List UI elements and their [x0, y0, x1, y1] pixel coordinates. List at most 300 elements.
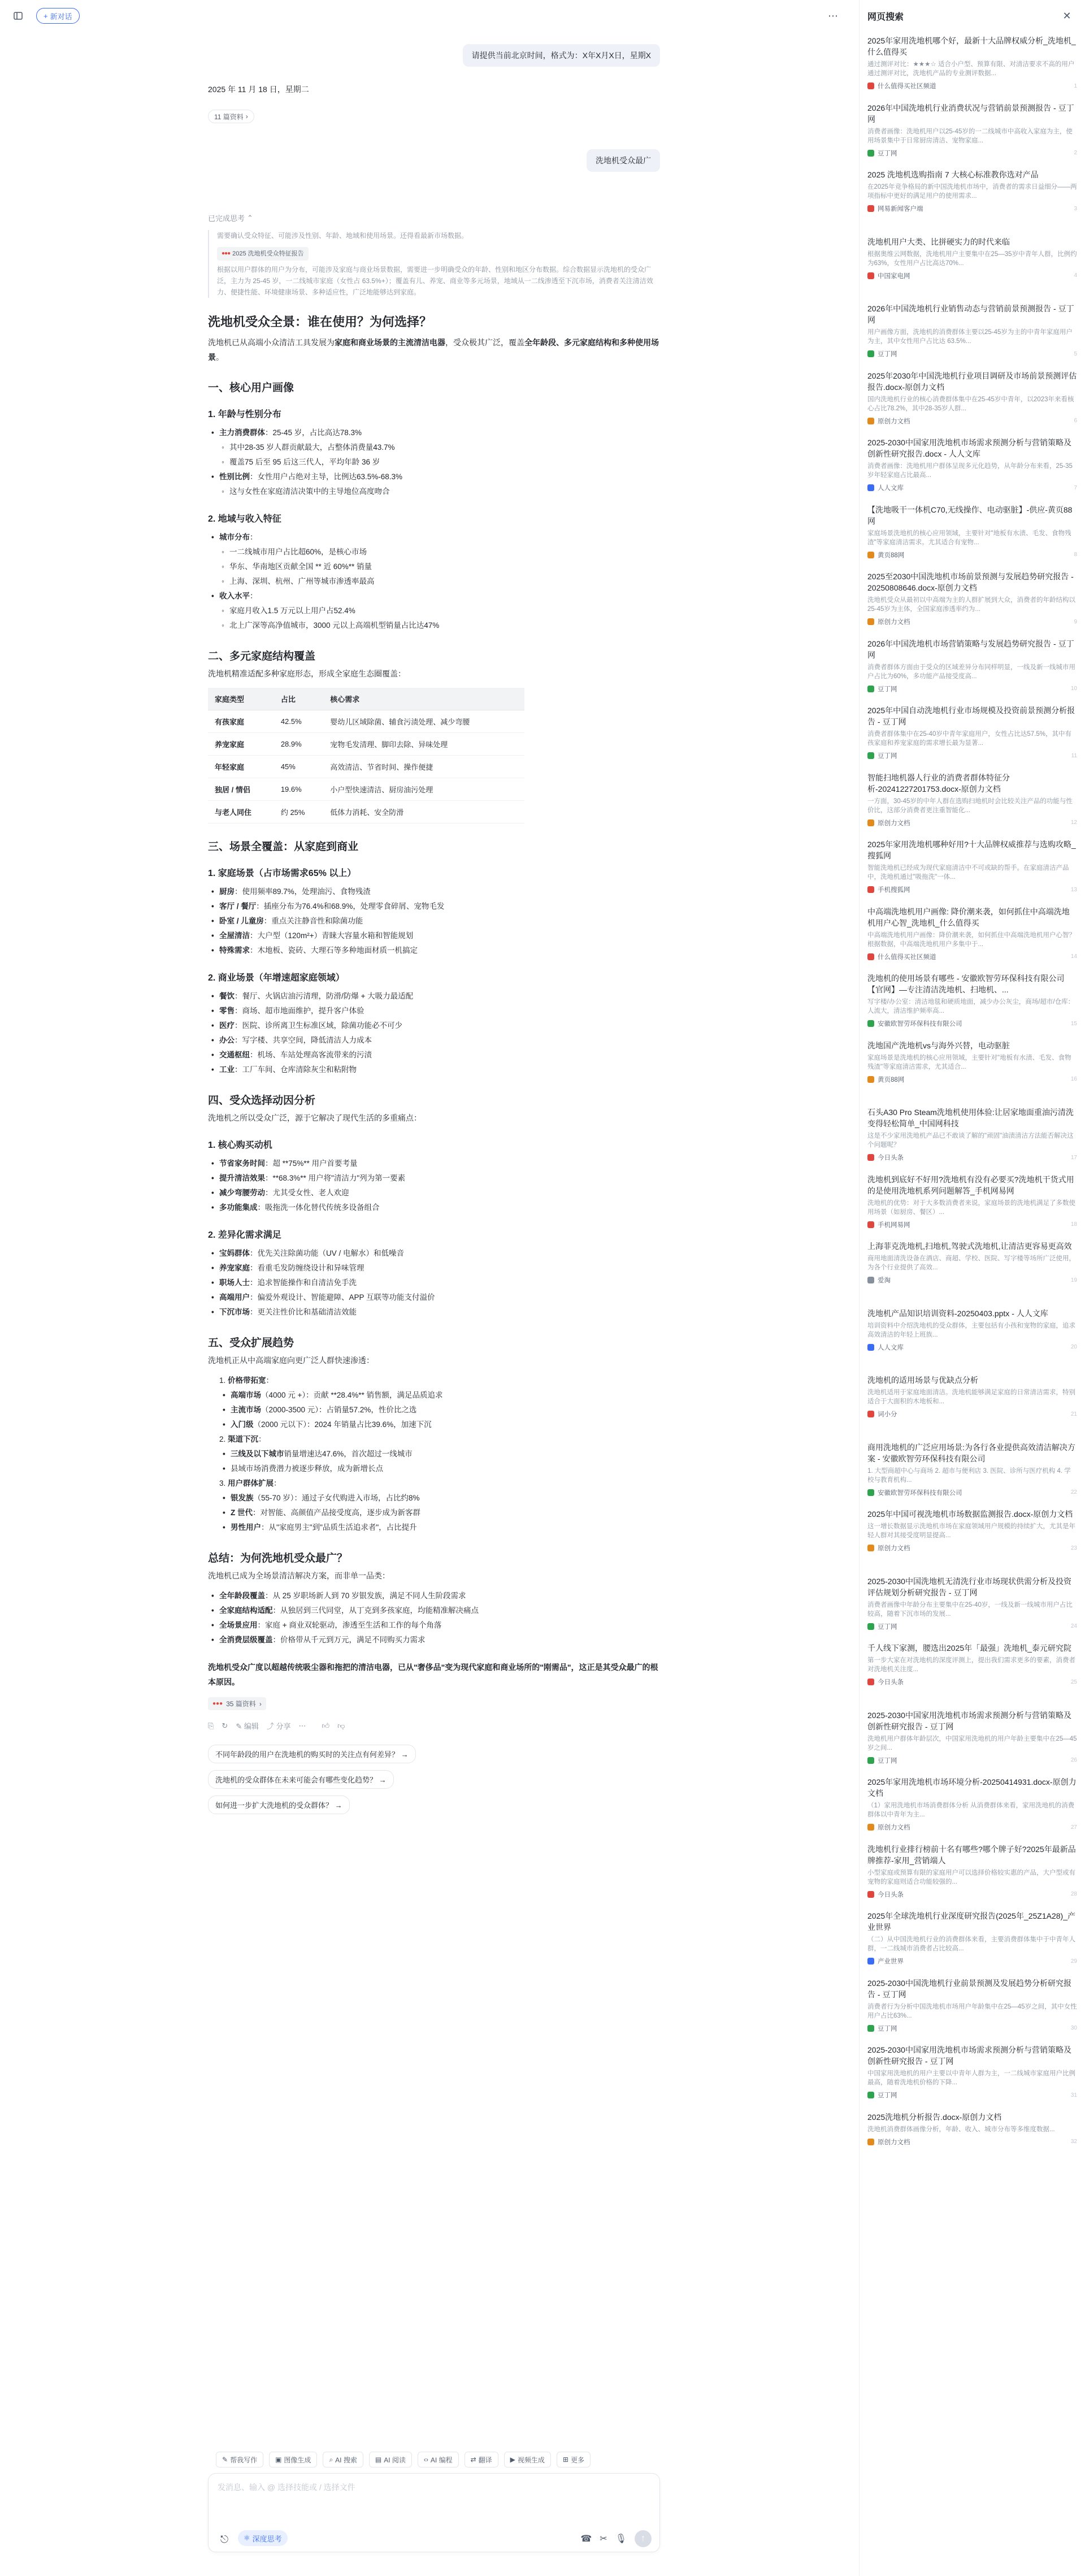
result-title[interactable]: 商用洗地机的广泛应用场景:为各行各业提供高效清洁解决方案 - 安徽欧智劳环保科技有限公司 — [867, 1442, 1075, 1463]
result-title[interactable]: 洗地机的适用场景与优缺点分析 — [867, 1376, 978, 1385]
item-key: 养宠家庭 — [219, 1264, 250, 1272]
table-cell: 低体力消耗、安全防滑 — [323, 801, 524, 823]
composer-actions — [580, 2530, 652, 2547]
result-title[interactable]: 2025洗地机分析报告.docx-原创力文档 — [867, 2112, 1002, 2122]
result-index: 20 — [1070, 1344, 1077, 1350]
item-key: 全屋清洁 — [219, 931, 250, 940]
table-cell: 与老人同住 — [208, 801, 274, 823]
table-cell: 45% — [274, 756, 323, 778]
result-snippet: 用户画像方面，洗地机的消费群体主要以25-45岁为主的中青年家庭用户为主，其中女性用户占比达 63.5%... — [867, 329, 1073, 345]
pen-icon: ✎ — [222, 2456, 228, 2464]
item-key: 收入水平 — [219, 592, 250, 600]
item-value: ：追求智能操作和自清洁免手洗 — [250, 1278, 357, 1287]
result-source-name: 今日头条 — [878, 1155, 904, 1161]
close-icon[interactable]: ✕ — [1062, 10, 1071, 21]
list-item — [208, 943, 660, 958]
atom-icon: ⚛ — [244, 2534, 250, 2542]
search-results — [860, 32, 1085, 2175]
search-result[interactable] — [867, 2108, 1077, 2175]
search-result[interactable] — [867, 233, 1077, 300]
tool-more[interactable] — [557, 2452, 591, 2467]
result-snippet: 这是不少家用洗地机产品已不敢谈了解的"顽固"油渍清洁方法能否解决这个问题呢？ — [867, 1133, 1074, 1148]
tool-video[interactable] — [504, 2452, 551, 2467]
result-title[interactable]: 【洗地吸干一体机C70,无线操作、电动驱脏】-供应-黄页88网 — [867, 505, 1073, 526]
result-title[interactable]: 2026年中国洗地机行业消费状况与营销前景预测报告 - 豆丁网 — [867, 103, 1074, 124]
result-source-name: 原创力文档 — [878, 2139, 910, 2146]
result-source — [867, 1343, 1077, 1352]
arrow-up-icon: ↑ — [641, 2534, 645, 2543]
search-result[interactable] — [867, 1639, 1077, 1706]
regenerate-icon[interactable]: ↻ — [222, 1721, 228, 1730]
search-result[interactable] — [867, 567, 1077, 635]
result-source — [867, 2137, 1077, 2146]
item-key: 工业 — [219, 1065, 235, 1074]
result-snippet: 第一步大家在对洗地机的深度评测上，提出我们需求更多的要素，消费者对洗地机关注度... — [867, 1657, 1075, 1673]
list-item: ◦ 覆盖75 后至 95 后这三代人，平均年龄 36 岁 — [219, 455, 660, 470]
tool-label: AI 编程 — [430, 2456, 453, 2464]
result-index: 15 — [1070, 1020, 1077, 1027]
result-source-name: 原创力文档 — [878, 619, 910, 626]
search-result[interactable] — [867, 1974, 1077, 2041]
section-title: 三、场景全覆盖：从家庭到商业 — [208, 841, 359, 853]
result-title[interactable]: 2025 洗地机选购指南 7 大核心标准教你选对产品 — [867, 170, 1039, 179]
result-title[interactable]: 2025年中国自动洗地机行业市场规模及投资前景预测分析报告 - 豆丁网 — [867, 706, 1075, 726]
result-source — [867, 617, 1077, 626]
suggested-question[interactable]: 不同年龄段的用户在洗地机的购买时的关注点有何差异？ → — [208, 1745, 416, 1763]
result-title[interactable]: 2025年家用洗地机哪种好用?十大品牌权威推荐与选购攻略_搜狐网 — [867, 840, 1076, 860]
search-result[interactable] — [867, 32, 1077, 99]
item-value: ：家庭 + 商业双轮驱动，渗透至生活和工作的每个角落 — [257, 1621, 442, 1629]
result-index: 8 — [1074, 552, 1077, 558]
item-value: ：医院、诊所离卫生标准区域，除菌功能必不可少 — [235, 1021, 402, 1030]
search-result[interactable] — [867, 701, 1077, 769]
table-row — [208, 756, 524, 778]
result-source — [867, 81, 1077, 90]
result-source-name: 豆丁网 — [878, 1623, 897, 1630]
item-key: 主流市场 — [231, 1406, 261, 1414]
search-result[interactable] — [867, 300, 1077, 367]
edit-label: 编辑 — [244, 1722, 259, 1731]
user-message-row — [208, 44, 660, 67]
list-item — [208, 1603, 660, 1618]
search-result[interactable] — [867, 2041, 1077, 2108]
result-source-name: 手机搜狐网 — [878, 887, 910, 894]
search-result[interactable] — [867, 1907, 1077, 1974]
site-favicon-icon — [867, 686, 874, 692]
section-intro: 洗地机之所以受众广泛，源于它解决了现代生活的多重痛点： — [208, 1113, 422, 1122]
item-key: 高端用户 — [219, 1293, 250, 1302]
item-key: 减少弯腰劳动 — [219, 1189, 265, 1197]
subsection-title: 1. 核心购买动机 — [208, 1140, 272, 1150]
table-cell: 婴幼儿区域除菌、辅食污渍处理、减少弯腰 — [323, 710, 524, 733]
result-index: 17 — [1070, 1154, 1077, 1161]
section-intro: 洗地机精准适配多种家庭形态，形成全家庭生态圈覆盖： — [208, 669, 406, 678]
tool-label: AI 阅读 — [384, 2456, 406, 2464]
result-source — [867, 550, 1077, 560]
site-favicon-icon — [867, 205, 874, 212]
thinking-panel — [208, 230, 660, 298]
list-item: ◦ 这与女性在家庭清洁决策中的主导地位高度吻合 — [219, 484, 660, 499]
search-result[interactable] — [867, 1438, 1077, 1506]
search-result[interactable] — [867, 903, 1077, 970]
search-result[interactable] — [867, 1037, 1077, 1104]
result-source — [867, 1220, 1077, 1229]
result-title[interactable]: 洗地机的使用场景有哪些 - 安徽欧智劳环保科技有限公司【官网】—专注清洁洗地机、扫地机、... — [867, 974, 1065, 994]
table-cell: 有孩家庭 — [208, 710, 274, 733]
site-favicon-icon — [867, 1277, 874, 1283]
sidebar-toggle-icon[interactable] — [10, 8, 26, 24]
result-source-name: 原创力文档 — [878, 418, 910, 425]
item-value: ：吸拖洗一体化替代传统多设备组合 — [257, 1203, 380, 1212]
result-title[interactable]: 千人线下家测，腰选出2025年「最强」洗地机_泰元研究院 — [867, 1643, 1071, 1653]
suggested-question[interactable]: 洗地机的受众群体在未来可能会有哪些变化趋势？ → — [208, 1770, 394, 1789]
tool-writing[interactable] — [216, 2452, 263, 2467]
site-favicon-icon — [867, 272, 874, 279]
search-result[interactable] — [867, 1773, 1077, 1840]
site-favicon-icon — [867, 552, 874, 558]
section-intro: 洗地机正从中高端家庭向更广泛人群快速渗透： — [208, 1356, 374, 1365]
search-result[interactable] — [867, 1371, 1077, 1438]
result-title[interactable]: 中高端洗地机用户画像: 降价潮来袭，如何抓住中高端洗地机用户心智_洗地机_什么值得买 — [867, 907, 1070, 927]
result-title[interactable]: 上海菲克洗地机,扫地机,驾驶式洗地机,让清洁更容易更高效 — [867, 1242, 1072, 1251]
site-favicon-icon — [867, 618, 874, 625]
item-value: 县域市场消费潜力被逐步释放，成为新增长点 — [231, 1464, 383, 1473]
table-cell: 28.9% — [274, 733, 323, 756]
item-value: ：重点关注静音性和除菌功能 — [263, 917, 363, 925]
search-result[interactable] — [867, 1840, 1077, 1907]
search-result[interactable] — [867, 433, 1077, 501]
result-snippet: 国内洗地机行业的核心消费群体集中在25-45岁中青年，以2023年来看核心占比78.2%，其中28-35岁人群... — [867, 396, 1074, 412]
site-favicon-icon — [867, 2025, 874, 2032]
image-icon: ▣ — [275, 2456, 282, 2464]
list-item — [208, 1171, 660, 1186]
bullet-list — [208, 426, 660, 499]
result-title[interactable]: 2025年家用洗地机哪个好，最新十大品牌权威分析_洗地机_什么值得买 — [867, 36, 1076, 57]
result-index: 14 — [1070, 953, 1077, 960]
table-header: 核心需求 — [323, 688, 524, 710]
list-item — [208, 1589, 660, 1603]
item-value: ：25-45 岁，占比高达78.3% — [265, 428, 362, 437]
tool-label: 帮我写作 — [230, 2456, 258, 2464]
search-result[interactable] — [867, 501, 1077, 568]
item-value: （4000 元 +）：贡献 **28.4%** 销售额，满足品质追求 — [261, 1391, 443, 1399]
bullet-list — [208, 1246, 660, 1320]
result-index: 10 — [1070, 686, 1077, 692]
answer-title: 洗地机受众全景：谁在使用？为何选择？ — [208, 315, 432, 329]
subsection-title: 2. 差异化需求满足 — [208, 1230, 281, 1240]
site-favicon-icon — [867, 1545, 874, 1551]
site-favicon-icon — [867, 1489, 874, 1496]
result-source — [867, 1276, 1077, 1285]
result-source — [867, 1543, 1077, 1552]
table-cell: 约 25% — [274, 801, 323, 823]
item-key: Z 世代 — [231, 1508, 253, 1517]
send-button[interactable] — [635, 2530, 652, 2547]
chevron-right-icon: › — [259, 1699, 262, 1708]
paperclip-icon[interactable]: ⎋ — [220, 2533, 229, 2545]
result-source — [867, 149, 1077, 158]
list-item: • 城市分布： ◦ 一二线城市用户占比超60%，是核心市场 ◦ 华东、华南地区贡献全国 ** 近 60%** 销量 ◦ 上海、深圳、杭州、广州等城市渗透率最高 — [208, 530, 660, 589]
search-result[interactable] — [867, 99, 1077, 166]
result-title[interactable]: 洗地机用户大类、比拼硬实力的时代来临 — [867, 237, 1010, 246]
site-favicon-icon — [867, 484, 874, 491]
item-key: 性别比例 — [219, 472, 250, 481]
list-item — [208, 1048, 660, 1063]
item-value: 销量增速达47.6%，首次超过一线城市 — [284, 1450, 413, 1458]
item-key: 下沉市场 — [219, 1308, 250, 1316]
result-title[interactable]: 2025年全球洗地机行业深度研究报告(2025年_25Z1A28)_产业世界 — [867, 1911, 1076, 1932]
search-result[interactable] — [867, 1103, 1077, 1170]
result-snippet: 在2025年竞争格局的新中国洗地机市场中，消费者的需求日益细分——两项指标中更好的满足用户的使用需求... — [867, 184, 1077, 200]
section-title: 五、受众扩展趋势 — [208, 1337, 294, 1349]
result-title[interactable]: 2025-2030中国家用洗地机市场需求预测分析与营销策略及创新性研究报告.docx - 人人文库 — [867, 438, 1071, 458]
result-title[interactable]: 2025-2030中国家用洗地机市场需求预测分析与营销策略及创新性研究报告 - 豆丁网 — [867, 2045, 1071, 2066]
tool-translate[interactable] — [465, 2452, 498, 2467]
edit-button[interactable] — [236, 1720, 259, 1731]
thumbs-up-icon[interactable]: 👍︎ — [322, 1721, 330, 1730]
list-item — [208, 1156, 660, 1171]
list-item — [208, 884, 660, 899]
source-dots-icon: ●●● — [212, 1701, 223, 1707]
site-favicon-icon — [867, 350, 874, 357]
result-source — [867, 751, 1077, 760]
bullet-list — [208, 530, 660, 633]
search-result[interactable] — [867, 1572, 1077, 1640]
result-source-name: 豆丁网 — [878, 351, 897, 358]
list-item — [208, 426, 660, 470]
site-favicon-icon — [867, 1757, 874, 1764]
result-source-name: 人人文库 — [878, 1344, 904, 1351]
table-cell: 养宠家庭 — [208, 733, 274, 756]
search-result[interactable] — [867, 1237, 1077, 1304]
item-value: ：偏爱外观设计、智能避障、APP 互联等功能支付溢价 — [250, 1293, 435, 1302]
thinking-search-badge[interactable] — [217, 247, 309, 261]
result-source-name: 原创力文档 — [878, 1545, 910, 1552]
result-title[interactable]: 2026年中国洗地机行业销售动态与营销前景预测报告 - 豆丁网 — [867, 304, 1074, 324]
result-index: 28 — [1070, 1891, 1077, 1897]
result-index: 1 — [1074, 83, 1077, 89]
result-source — [867, 818, 1077, 827]
list-item — [208, 929, 660, 943]
result-title[interactable]: 2025年2030年中国洗地机行业项目调研及市场前景预测评估报告.docx-原创力文档 — [867, 371, 1077, 392]
result-title[interactable]: 2026年中国洗地机市场营销策略与发展趋势研究报告 - 豆丁网 — [867, 639, 1074, 660]
result-source-name: 原创力文档 — [878, 819, 910, 827]
table-cell: 高效清洁、节省时间、操作便捷 — [323, 756, 524, 778]
site-favicon-icon — [867, 953, 874, 960]
bullet-list — [208, 1589, 660, 1647]
item-value: ：**68.3%** 用户将"清洁力"列为第一要素 — [265, 1174, 406, 1182]
item-key: 特殊需求 — [219, 946, 250, 955]
section-title: 四、受众选择动因分析 — [208, 1095, 316, 1107]
item-key: 三线及以下城市 — [231, 1450, 284, 1458]
item-key: 餐饮 — [219, 992, 235, 1000]
bullet-list — [208, 884, 660, 958]
item-key: 高端市场 — [231, 1391, 261, 1399]
table-row — [208, 733, 524, 756]
result-source-name: 豆丁网 — [878, 686, 897, 693]
assistant-reply: 2025 年 11 月 18 日，星期二 — [208, 85, 309, 94]
suggestion-text: 如何进一步扩大洗地机的受众群体？ — [215, 1801, 333, 1810]
site-favicon-icon — [867, 752, 874, 759]
references-badge[interactable] — [208, 1697, 266, 1710]
result-snippet: 洗地机受众从最初以中高端为主的人群扩展到大众，消费者的年龄结构以25-45岁为主体，全国家庭渗透率约为... — [867, 597, 1075, 613]
search-result[interactable] — [867, 635, 1077, 702]
list-item: ◦ 北上广深等高净值城市，3000 元以上高端机型销量占比达47% — [219, 618, 660, 633]
result-index: 5 — [1074, 350, 1077, 357]
result-snippet: 消费者画像：洗地机用户以25-45岁的一二线城市中高收入家庭为主，使用场景集中于日常厨房清洁、宠物家庭... — [867, 128, 1073, 144]
thumbs-down-icon[interactable]: 👎︎ — [337, 1721, 345, 1730]
list-item — [219, 1403, 660, 1417]
item-value: ：写字楼、共享空间，降低清洁人力成本 — [235, 1036, 372, 1044]
site-favicon-icon — [867, 1958, 874, 1964]
result-source-name: 人人文库 — [878, 485, 904, 492]
list-item — [219, 1417, 660, 1432]
list-item — [208, 1018, 660, 1033]
result-title[interactable]: 智能扫地机器人行业的消费者群体特征分析-20241227201753.docx-原创力文档 — [867, 773, 1010, 793]
site-favicon-icon — [867, 1411, 874, 1417]
site-favicon-icon — [867, 1076, 874, 1083]
more-options-icon[interactable]: ⋯ — [828, 10, 838, 21]
item-key: 厨房 — [219, 887, 235, 896]
more-icon[interactable]: ⋯ — [298, 1721, 306, 1730]
list-item — [208, 1290, 660, 1305]
table-cell: 19.6% — [274, 778, 323, 801]
result-source-name: 什么值得买社区频道 — [878, 83, 936, 90]
item-key: 宝妈群体 — [219, 1249, 250, 1257]
item-value: ：从"家庭男主"到"品质生活追求者"，占比提升 — [261, 1523, 417, 1532]
subsection-title: 1. 家庭场景（占市场需求65% 以上） — [208, 869, 357, 878]
result-snippet: 家庭场景洗地机的核心应用领域，主要针对"地板有水渍、毛发、食物残渣"等家庭清洁需求。尤其适合有宠物... — [867, 530, 1071, 546]
tool-label: 更多 — [570, 2456, 584, 2464]
result-source-name: 黄页88网 — [878, 1076, 905, 1083]
result-title[interactable]: 2025-2030中国洗地机行业前景预测及发展趋势分析研究报告 - 豆丁网 — [867, 1978, 1071, 1999]
result-snippet: 洗地机的优势：对于大多数消费者来说，家庭场景的洗地机满足了多数使用场景（如厨房、餐区）... — [867, 1199, 1075, 1216]
site-favicon-icon — [867, 1020, 874, 1027]
result-title[interactable]: 洗地机到底好不好用?洗地机有没有必要买?洗地机干货式用的是使用洗地机系列问题解答_手机网易网 — [867, 1174, 1074, 1195]
list-item — [208, 1200, 660, 1215]
site-favicon-icon — [867, 1891, 874, 1898]
result-title[interactable]: 洗地国产洗地机vs与海外兴替，电动驱脏 — [867, 1040, 1010, 1050]
subsection-title: 2. 商业场景（年增速超家庭领域） — [208, 973, 345, 983]
new-chat-button[interactable] — [36, 8, 80, 24]
suggestion-text: 洗地机的受众群体在未来可能会有哪些变化趋势？ — [215, 1776, 377, 1784]
result-snippet: 培训资料中介绍洗地机的受众群体，主要包括有小孩和宠物的家庭，追求高效清洁的年轻上班族... — [867, 1322, 1075, 1338]
result-index: 30 — [1070, 2025, 1077, 2031]
thinking-text: 根据以用户群体的用户为分布，可能涉及家庭与商业场景数据，需要进一步明确受众的年龄、性别和地区分布数据。综合数据显示洗地机的受众广泛，主力为 25-45 岁，一二线城市家庭（女性占 63.5%+）；覆盖有儿、养宠、商业等多元场景，地域从一二线渗透至下沉市场，消费者关注清洁效力、便捷性能、环境健康场景、多种适应性，广泛地能够达到家庭。 — [217, 266, 653, 296]
result-source-name: 豆丁网 — [878, 2025, 897, 2032]
sources-pill[interactable] — [208, 110, 254, 123]
numbered-list — [208, 1373, 660, 1535]
web-search-panel — [859, 0, 1085, 2576]
result-title[interactable]: 石头A30 Pro Steam洗地机使用体验:让居家地面重油污清洗变得轻松简单_中国网科技 — [867, 1108, 1074, 1128]
result-index: 6 — [1074, 418, 1077, 424]
message-composer — [208, 2473, 660, 2552]
copy-icon[interactable]: ⎘ — [208, 1721, 214, 1730]
suggested-question[interactable]: 如何进一步扩大洗地机的受众群体？ → — [208, 1796, 350, 1814]
search-result[interactable] — [867, 166, 1077, 233]
table-header: 家庭类型 — [208, 688, 274, 710]
result-snippet: 洗地机适用于家庭地面清洁。洗地机能够满足家庭的日常清洁需求，特别适合于大面积的木地板和... — [867, 1389, 1075, 1405]
sources-count: 11 篇资料 — [214, 112, 244, 121]
item-key: 卧室 / 儿童房 — [219, 917, 264, 925]
tool-search[interactable] — [323, 2452, 363, 2467]
result-source — [867, 1622, 1077, 1631]
phone-icon[interactable]: ☎ — [580, 2534, 592, 2544]
table-header-row — [208, 688, 524, 710]
result-source — [867, 483, 1077, 492]
item-value: ：商场、超市地面维护，提升客户体验 — [235, 1007, 364, 1015]
result-title[interactable]: 洗地机产品知识培训资料-20250403.pptx - 人人文库 — [867, 1308, 1048, 1318]
tool-reading[interactable] — [369, 2452, 412, 2467]
item-value: ：更关注性价比和基础清洁效能 — [250, 1308, 357, 1316]
deep-think-toggle[interactable] — [238, 2530, 288, 2546]
search-result[interactable] — [867, 367, 1077, 434]
tool-image[interactable] — [269, 2452, 317, 2467]
list-item — [208, 1186, 660, 1200]
result-title[interactable]: 2025至2030中国洗地机市场前景预测与发展趋势研究报告 - 20250808646.docx-原创力文档 — [867, 572, 1074, 592]
result-title[interactable]: 2025年中国可视洗地机市场数据监测报告.docx-原创力文档 — [867, 1510, 1073, 1519]
search-result[interactable] — [867, 1170, 1077, 1238]
search-result[interactable] — [867, 769, 1077, 836]
result-title[interactable]: 洗地机行业排行榜前十名有哪些?哪个牌子好?2025年最新品牌推荐-家用_营销端人 — [867, 1844, 1076, 1865]
result-source — [867, 952, 1077, 961]
search-result[interactable] — [867, 835, 1077, 903]
site-favicon-icon — [867, 1679, 874, 1685]
chat-column — [208, 34, 660, 1814]
thinking-badge-label: 2025 洗地机受众特征报告 — [232, 250, 304, 257]
result-snippet: 家庭场景是洗地机的核心应用领域，主要针对"地板有水渍、毛发、食物残渣"等家庭清洁需求，尤其适合... — [867, 1054, 1071, 1070]
skill-toolbar — [216, 2452, 591, 2467]
search-result[interactable] — [867, 1706, 1077, 1773]
result-snippet: 通过测评对比：★★★☆ 适合小户型、预算有限、对清洁要求不高的用户 通过测评对比，洗地机产品的专业测评数据... — [867, 61, 1075, 77]
list-item — [208, 1063, 660, 1077]
summary-conclusion: 洗地机受众广度以超越传统吸尘器和拖把的清洁电器，已从"奢侈品"变为现代家庭和商业场所的"刚需品"，这正是其受众最广的根本原因。 — [208, 1663, 658, 1686]
search-result[interactable] — [867, 1304, 1077, 1372]
microphone-icon[interactable]: 🎙︎ — [615, 2534, 627, 2544]
result-index: 25 — [1070, 1679, 1077, 1685]
item-key: 职场人士 — [219, 1278, 250, 1287]
item-key: 男性用户 — [231, 1523, 261, 1532]
list-item — [208, 1305, 660, 1320]
scissors-icon[interactable]: ✂ — [600, 2534, 607, 2544]
thinking-label: 已完成思考 — [208, 214, 245, 223]
thinking-toggle[interactable] — [208, 213, 660, 223]
table-header: 占比 — [274, 688, 323, 710]
list-item: ◦ 上海、深圳、杭州、广州等城市渗透率最高 — [219, 574, 660, 589]
table-body — [208, 710, 524, 823]
search-result[interactable] — [867, 1505, 1077, 1572]
result-title[interactable]: 2025-2030中国洗地机无清洗行业市场现状供需分析及投资评估规划分析研究报告 - 豆丁网 — [867, 1576, 1071, 1597]
lead-bold: 全年龄段、多元家庭结构和多种使用场景 — [208, 338, 659, 362]
list-item — [208, 914, 660, 929]
list-item — [219, 1506, 660, 1520]
share-button[interactable] — [267, 1720, 291, 1731]
item-value: ：餐厅、火锅店油污清理，防滑/防爆 + 大吸力最适配 — [235, 992, 414, 1000]
table-row — [208, 801, 524, 823]
result-source — [867, 1019, 1077, 1028]
result-title[interactable]: 2025-2030中国家用洗地机市场需求预测分析与营销策略及创新性研究报告 - 豆丁网 — [867, 1710, 1071, 1731]
result-title[interactable]: 2025年家用洗地机市场环境分析-20250414931.docx-原创力文档 — [867, 1777, 1077, 1798]
search-result[interactable] — [867, 969, 1077, 1037]
result-snippet: 小型家庭或预算有限的家庭用户可以选择价格较实惠的产品，大户型或有宠物的家庭则适合功能较强的... — [867, 1869, 1075, 1885]
result-snippet: 一方面，30-45岁的中年人群在选购扫地机时会比较关注产品的功能与性价比，这部分消费者更注重智能化... — [867, 797, 1073, 814]
message-input[interactable] — [218, 2482, 647, 2516]
result-index: 21 — [1070, 1411, 1077, 1417]
tool-coding[interactable] — [418, 2452, 459, 2467]
result-source-name: 豆丁网 — [878, 1757, 897, 1764]
tool-label: 翻译 — [478, 2456, 492, 2464]
list-item — [219, 1520, 660, 1535]
